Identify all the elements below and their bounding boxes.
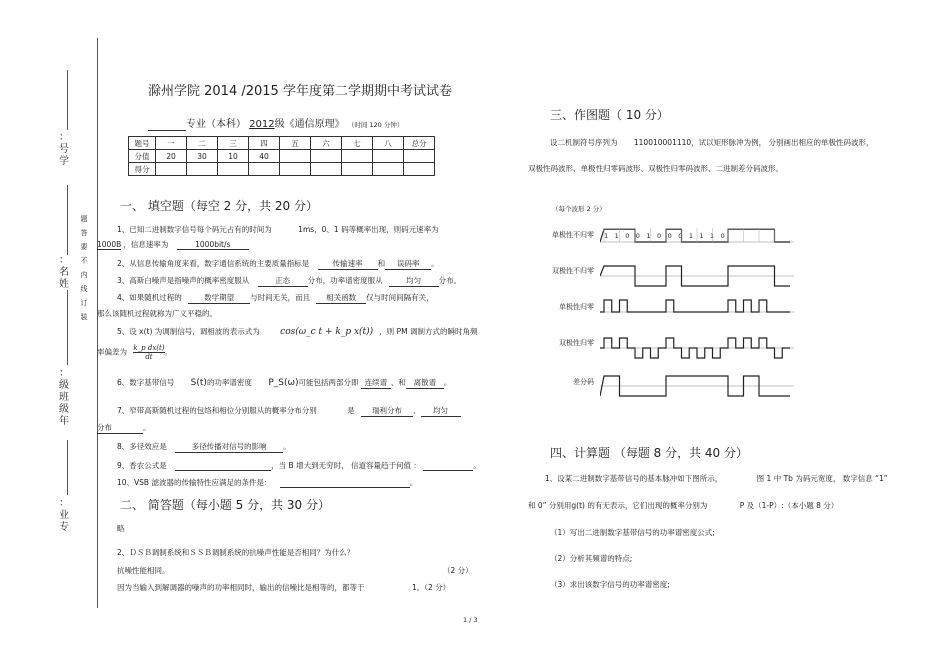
fill-q8 [117, 441, 291, 453]
wave-label-unipolar-nrz: 单极性不归零 [552, 231, 594, 239]
exam-subtitle [148, 115, 403, 131]
score-header-cell: 七 [342, 137, 373, 150]
calc-p1a: 1、设某二进制数字基带信号的基本脉冲如下图所示， [545, 474, 723, 483]
fill-q10 [117, 477, 417, 488]
q7-mid: 是 [347, 406, 355, 415]
q6-s: S(t) [190, 378, 207, 388]
q6-p: P_S(ω) [268, 378, 299, 388]
score-cell [249, 163, 280, 176]
score-cell [311, 150, 342, 163]
wave-bits: 1 1 0 0 1 0 0 0 1 1 1 0 [604, 232, 727, 240]
q3-answer-2: 均匀 [389, 275, 439, 287]
q6-text-b: 的功率谱密度 [206, 378, 252, 387]
q2-end: 。 [431, 259, 439, 268]
q2-text: 2、从信息传输角度来看，数字通信系统的主要质量指标是 [117, 259, 310, 268]
class-label: ：级班级年 [59, 368, 69, 427]
q4-answer-2: 相关函数 [316, 292, 366, 304]
fill-q5 [117, 326, 477, 337]
score-cell: 得分 [129, 163, 156, 176]
q7-answer-1: 瑞利分布 [361, 405, 413, 417]
major-label: ：业专 [59, 498, 69, 533]
calc-p2a: 和 0” 分别用g(t) 的有无表示，它们出现的概率分别为 [528, 501, 708, 510]
short-a2a: 抗噪性能相同。 [117, 566, 170, 575]
calc-p1 [545, 473, 888, 484]
q7-text: 7、窄带高斯随机过程的包络和相位分别服从的概率分布分别 [117, 406, 317, 415]
score-header-cell: 三 [218, 137, 249, 150]
subtitle-time: （时间 120 分钟） [347, 121, 404, 129]
exam-title: 滁州学院 2014 /2015 学年度第二学期期中考试试卷 [148, 84, 452, 99]
class-line [67, 290, 68, 365]
draw-q-line1 [550, 137, 874, 148]
fill-q2 [117, 258, 439, 270]
q4-end: 仅与时间间隔有关， [366, 293, 434, 302]
score-cell [156, 163, 187, 176]
calc-sub1: （1）写出二进制数字基带信号的功率谱密度公式; [550, 528, 715, 537]
fill-q1-line2 [97, 239, 249, 250]
score-header-cell: 五 [280, 137, 311, 150]
bit-sequence: 110010001110 [633, 138, 692, 147]
q5-text-c: 率偏差为 [97, 347, 127, 357]
student-id-label: ：号学 [59, 132, 69, 167]
wave-label-bipolar-nrz: 双极性不归零 [552, 267, 594, 275]
q5-frac-den: dt [145, 353, 153, 361]
section2-title: 二、 简答题（每小题 5 分，共 30 分） [120, 498, 330, 512]
q6-answer-1: 连续谱 [361, 377, 391, 389]
q1-answer-1: 1000B [97, 240, 122, 249]
score-cell [373, 163, 404, 176]
section4-title: 四、计算题 （每题 8 分，共 40 分） [550, 446, 748, 460]
q1-text-c: ，信息速率为 [123, 240, 169, 249]
draw-q-text: 设二机制符号序列为 [550, 138, 618, 147]
q7-answer-2-cont: 分布 [97, 422, 143, 434]
q6-answer-2: 离散谱 [406, 377, 444, 389]
fill-q7 [117, 405, 461, 417]
subtitle-year: 2012 [249, 119, 275, 130]
q4-mid: 与时间无关，而且 [250, 293, 311, 302]
score-cell [404, 150, 435, 163]
score-header-cell: 二 [187, 137, 218, 150]
short-q1: 略 [117, 524, 125, 533]
page-number: 1 / 3 [463, 616, 478, 624]
binding-notice: 题答要不内线订装 [80, 215, 88, 321]
section3-title: 三、作图题（ 10 分） [550, 108, 669, 122]
fill-q6 [117, 377, 451, 389]
section1-title: 一、 填空题（每空 2 分，共 20 分） [120, 199, 318, 213]
score-table-row [129, 163, 435, 176]
score-cell [342, 150, 373, 163]
q9-mid: ，当 B 增大到无穷时， 信道容量趋于何值 ： [271, 461, 421, 470]
q2-answer-1: 传输速率 [318, 258, 378, 270]
wave-unipolar-nrz [600, 229, 790, 242]
score-cell [311, 163, 342, 176]
score-cell [373, 150, 404, 163]
wave-unipolar-rz [600, 300, 790, 312]
short-a2b: 因为当输入到解调器的噪声的功率相同时，输出的信噪比是相等的，都等于 [117, 583, 365, 592]
score-cell: 30 [187, 150, 218, 163]
score-header-cell: 八 [373, 137, 404, 150]
fill-q3 [117, 275, 461, 287]
fill-q7-line2 [97, 422, 151, 434]
q2-answer-2: 误码率 [385, 258, 431, 270]
q5-text-b: ，则 PM 调制方式的瞬时角频 [379, 327, 478, 336]
score-cell [280, 163, 311, 176]
score-header-cell: 四 [249, 137, 280, 150]
q9-end: 。 [473, 461, 481, 470]
fill-q4-line2: 那么该随机过程就称为广义平稳的。 [97, 309, 217, 318]
q5-frac-num: k_p dx(t) [133, 344, 165, 352]
q7-end: 。 [143, 423, 151, 432]
score-table-row [129, 150, 435, 163]
score-table [128, 136, 435, 176]
id-line [67, 70, 68, 130]
q8-end: 。 [283, 442, 291, 451]
q8-answer: 多径传播对信号的影响 [175, 441, 283, 453]
q5-end: 。 [164, 347, 173, 357]
wave-label-bipolar-rz: 双极性归零 [559, 339, 594, 347]
q5-text: 5、设 x(t) 为调制信号，调相波的表示式为 [117, 327, 260, 336]
wave-note: （每个波形 2 分） [552, 205, 606, 213]
q5-formula: cos(ω_c t + k_p x(t)) [280, 327, 374, 337]
q6-end: 。 [443, 378, 452, 387]
fill-q4 [117, 292, 434, 304]
q3-text: 3、高斯白噪声是指噪声的概率密度服从 [117, 276, 250, 285]
calc-sub2: （2）分析其频谱的特点; [550, 554, 633, 563]
score-cell [404, 163, 435, 176]
score-cell: 40 [249, 150, 280, 163]
calc-p2 [528, 500, 838, 511]
short-q2: 2、ＤＳＢ调制系统和ＳＳＢ调制系统的抗噪声性能是否相同？为什么？ [117, 548, 355, 557]
q9-text: 9、香农公式是 [117, 461, 167, 470]
fill-q1 [117, 224, 439, 235]
q1-text-b: 1ms，0、1 码等概率出现，则码元速率为 [298, 225, 439, 234]
fill-q5-line2 [97, 344, 172, 361]
q3-end: 分布。 [438, 276, 462, 285]
q4-text: 4、如果随机过程的 [117, 293, 182, 302]
q10-text: 10、VSB 滤波器的传输特性应满足的条件是： [117, 478, 272, 487]
score-cell: 10 [218, 150, 249, 163]
score-cell [342, 163, 373, 176]
score-header-cell: 六 [311, 137, 342, 150]
draw-q-line2: 双极性码波形、单极性归零码波形、双极性归零码波形、二进制差分码波形。 [528, 164, 783, 173]
q5-fraction [133, 344, 164, 361]
q6-text-c: 可能包括两部分即 [298, 378, 359, 387]
wave-label-unipolar-rz: 单极性归零 [559, 303, 594, 311]
calc-p2b: P 及（1-P）:（本小题 8 分） [739, 501, 839, 510]
score-cell [187, 163, 218, 176]
score-cell: 分值 [129, 150, 156, 163]
major-line [67, 440, 68, 495]
score-cell [280, 150, 311, 163]
subtitle-major: 专业（本科） [186, 119, 246, 130]
name-line [67, 185, 68, 255]
q6-text: 6、数字基带信号 [117, 378, 175, 387]
q1-text: 1、已知二进制数字信号每个码元占有的时间为 [117, 225, 272, 234]
draw-q-text-b: ，试以矩形脉冲为例， 分别画出相应的单极性码波形， [691, 138, 874, 147]
student-name-label: ：名姓 [59, 255, 69, 290]
calc-sub3: （3）求出该数字信号的功率谱密度; [550, 580, 670, 589]
q2-mid: 和 [377, 259, 386, 268]
short-a2a-score: （2 分） [443, 566, 473, 575]
q7-sep: 、 [413, 406, 421, 415]
q3-mid: 分布，功率谱密度服从 [307, 276, 383, 285]
score-header-cell: 一 [156, 137, 187, 150]
score-header-cell: 总分 [404, 137, 435, 150]
q8-text: 8、多径效应是 [117, 442, 167, 451]
subtitle-course: 级《通信原理》 [274, 119, 345, 130]
q6-mid: 、和 [390, 378, 406, 387]
score-cell: 20 [156, 150, 187, 163]
q7-answer-2: 均匀 [421, 405, 461, 417]
score-cell [218, 163, 249, 176]
q10-end: 。 [409, 478, 418, 487]
q4-answer-1: 数学期望 [188, 292, 250, 304]
q1-answer-2: 1000bit/s [177, 240, 249, 250]
waveform-diagram [600, 222, 920, 412]
q3-answer-1: 正态 [258, 275, 308, 287]
wave-label-differential: 差分码 [573, 378, 594, 386]
score-table-header [129, 137, 435, 150]
calc-p1b: 图 1 中 Tb 为码元宽度， 数字信息 “1” [756, 474, 888, 483]
short-a2b-score: 1。（2 分） [412, 583, 451, 592]
fill-q9 [117, 460, 481, 471]
binding-line-outer [97, 38, 98, 608]
score-header-cell: 题号 [129, 137, 156, 150]
